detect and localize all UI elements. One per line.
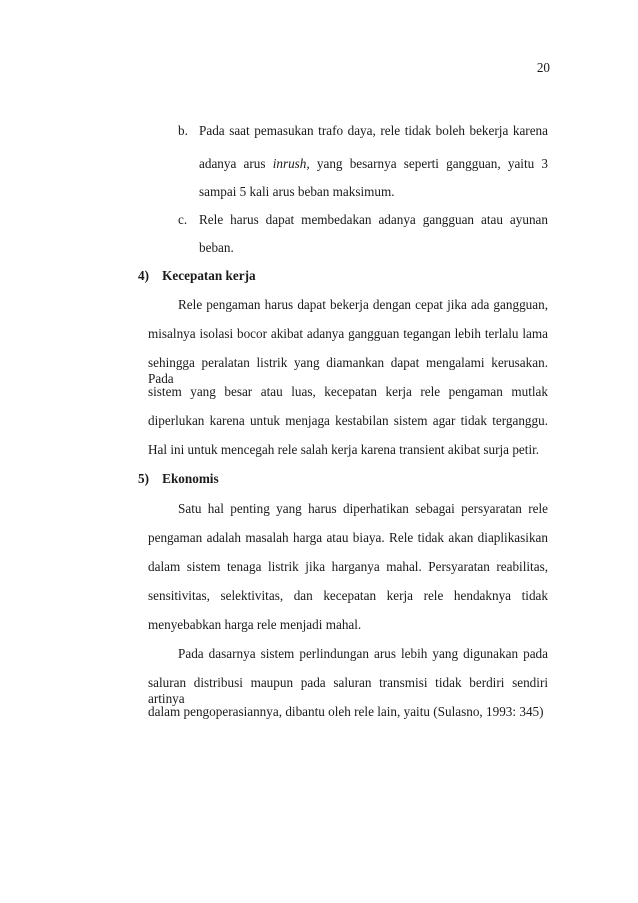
list-marker-b: b. [178, 123, 188, 138]
section-5-line-3: dalam sistem tenaga listrik jika harganya mahal. Persyaratan reabilitas, [148, 559, 548, 574]
section-4-line-6: Hal ini untuk mencegah rele salah kerja karena transient akibat surja petir. [148, 442, 540, 457]
section-5-line-2: pengaman adalah masalah harga atau biaya. Rele tidak akan diaplikasikan [148, 530, 548, 545]
section-5-line-4: sensitivitas, selektivitas, dan kecepatan kerja rele hendaknya tidak [148, 588, 548, 603]
section-5-heading: 5) Ekonomis [138, 471, 219, 486]
list-marker-c: c. [178, 212, 188, 227]
final-paragraph-line-1: Pada dasarnya sistem perlindungan arus lebih yang digunakan pada [178, 646, 548, 661]
final-paragraph-line-2: saluran distribusi maupun pada saluran transmisi tidak berdiri sendiri artinya [148, 675, 548, 706]
final-paragraph-line-3: dalam pengoperasiannya, dibantu oleh rele lain, yaitu (Sulasno, 1993: 345) [148, 704, 544, 719]
section-4-line-3: sehingga peralatan listrik yang diamankan dapat mengalami kerusakan. Pada [148, 355, 548, 386]
page-number: 20 [536, 60, 550, 75]
section-4-heading: 4) Kecepatan kerja [138, 268, 256, 283]
list-item-b-line-1: Pada saat pemasukan trafo daya, rele tidak boleh bekerja karena [199, 123, 548, 138]
section-5-line-1: Satu hal penting yang harus diperhatikan sebagai persyaratan rele [178, 501, 548, 516]
list-item-b-line-3: sampai 5 kali arus beban maksimum. [199, 184, 395, 199]
section-4-line-4: sistem yang besar atau luas, kecepatan kerja rele pengaman mutlak [148, 384, 548, 399]
section-4-line-2: misalnya isolasi bocor akibat adanya gangguan tegangan lebih terlalu lama [148, 326, 548, 341]
inrush-term: inrush, [272, 156, 310, 171]
section-4-line-5: diperlukan karena untuk menjaga kestabilan sistem agar tidak terganggu. [148, 413, 548, 428]
section-4-line-1: Rele pengaman harus dapat bekerja dengan cepat jika ada gangguan, [178, 297, 548, 312]
list-item-c-line-2: beban. [199, 240, 234, 255]
list-item-c-line-1: Rele harus dapat membedakan adanya gangguan atau ayunan [199, 212, 548, 227]
section-5-line-5: menyebabkan harga rele menjadi mahal. [148, 617, 362, 632]
list-item-b-line-2: adanya arus inrush, yang besarnya seperti gangguan, yaitu 3 [199, 156, 548, 171]
